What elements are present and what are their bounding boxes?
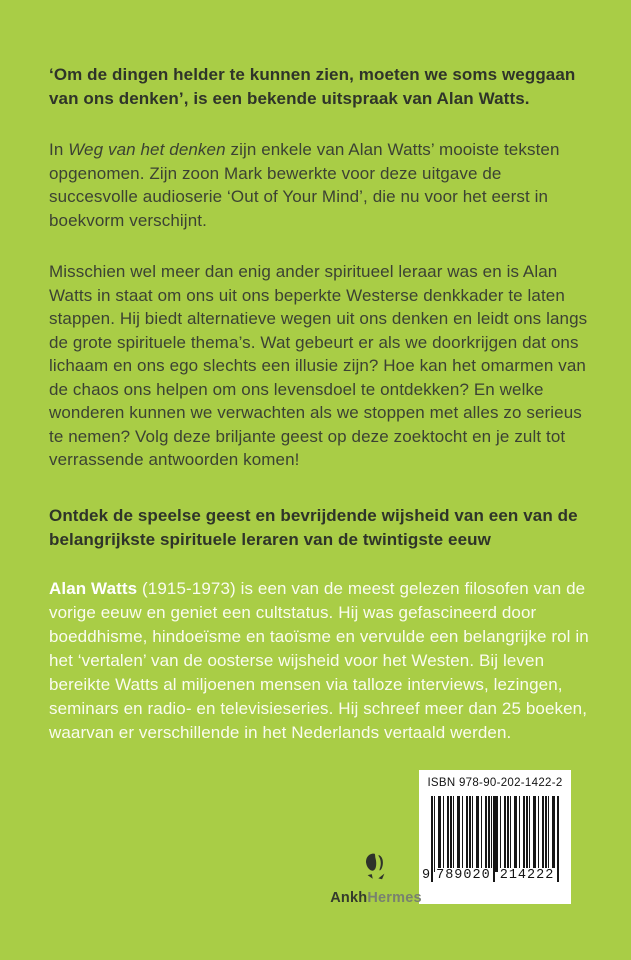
book-title-italic: Weg van het denken [68,140,226,159]
publisher-logo [330,852,422,906]
intro-rest: zijn enkele van Alan Watts’ mooiste teksten opgenomen. Zijn zoon Mark bewerkte voor deze uitgave de succesvolle audioserie ‘Out of Your Mind’, die nu voor het eerst in boekvorm verschijnt. [49,140,560,230]
quote-paragraph: ‘Om de dingen helder te kunnen zien, moeten we soms weggaan van ons denken’, is een bekende uitspraak van Alan Watts. [49,65,576,108]
barcode-bars [431,796,559,872]
ean-digits-group2: 214222 [499,868,555,883]
author-name: Alan Watts [49,579,138,598]
ean-digits-group1: 789020 [436,868,491,883]
tagline-paragraph: Ontdek de speelse geest en bevrijdende wijsheid van een van de belangrijkste spirituele leraren van de twintigste eeuw [49,506,578,549]
ean-digits-row [422,868,559,884]
publisher-name-ankh: Ankh [330,890,368,906]
ean-digit-first: 9 [422,868,431,883]
ean13-barcode [422,796,559,883]
publisher-name [330,890,422,906]
publisher-name-hermes: Hermes [367,890,422,906]
author-bio-paragraph [49,577,589,745]
isbn-number-label: ISBN 978-90-202-1422-2 [427,777,563,789]
intro-prefix: In [49,140,69,159]
intro-paragraph [49,138,589,232]
author-bio-text: (1915-1973) is een van de meest gelezen filosofen van de vorige eeuw en geniet een cultstatus. Hij was gefascineerd door boeddhisme, hindoeïsme en taoïsme en vervulde een belangrijke rol in het ‘vertalen’ van de oosterse wijsheid voor het Westen. Bij leven bereikte Watts al miljoenen mensen via talloze interviews, lezingen, seminars en radio- en televisieseries. Hij schreef meer dan 25 boeken, waarvan er verschillende in het Nederlands vertaald werden. [49,579,589,742]
ankhhermes-logo-icon [362,852,390,886]
isbn-barcode-box [419,770,571,904]
description-paragraph: Misschien wel meer dan enig ander spiritueel leraar was en is Alan Watts in staat om ons uit ons beperkte Westerse denkkader te laten stappen. Hij biedt alternatieve wegen uit ons denken en leidt ons langs de grote spirituele thema’s. Wat gebeurt er als we doorkrijgen dat ons lichaam en ons ego slechts een illusie zijn? Hoe kan het omarmen van de chaos ons helpen om ons levensdoel te ontdekken? En welke wonderen kunnen we verwachten als we stoppen met alles zo serieus te nemen? Volg deze briljante geest op deze zoektocht en je zult tot verrassende antwoorden komen! [49,262,588,469]
